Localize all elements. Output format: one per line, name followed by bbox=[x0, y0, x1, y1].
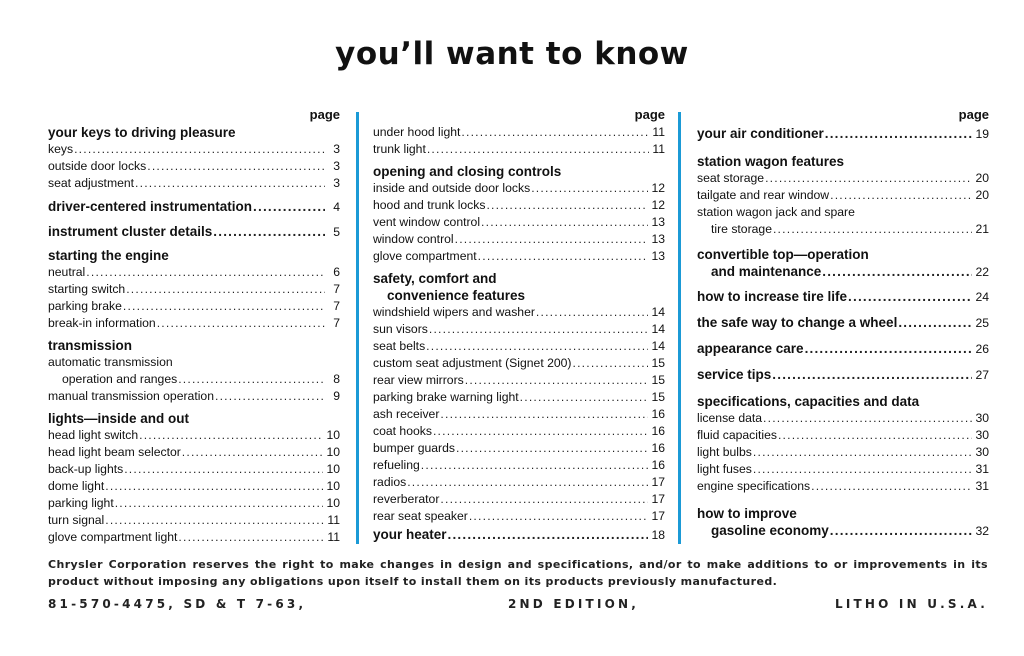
toc-entry-line: automatic transmission bbox=[48, 355, 173, 369]
litho-label: LITHO IN U.S.A. bbox=[835, 597, 988, 611]
toc-entry: head light switch ..... 10 bbox=[48, 427, 340, 444]
toc-entry: light bulbs ..... 30 bbox=[697, 444, 989, 461]
page-header: page bbox=[958, 107, 989, 122]
toc-entry: operation and ranges ..... 8 bbox=[48, 371, 340, 388]
edition-label: 2ND EDITION, bbox=[508, 597, 640, 611]
section-heading: station wagon features bbox=[697, 154, 845, 169]
toc-section-entry: instrument cluster details ..... 5 bbox=[48, 222, 340, 242]
toc-entry: glove compartment light ..... 11 bbox=[48, 529, 340, 546]
toc-entry: tailgate and rear window ..... 20 bbox=[697, 187, 989, 204]
toc-entry: under hood light ..... 11 bbox=[373, 124, 665, 141]
toc-entry: rear view mirrors ..... 15 bbox=[373, 372, 665, 389]
toc-entry: seat storage ..... 20 bbox=[697, 170, 989, 187]
toc-entry: parking brake ..... 7 bbox=[48, 298, 340, 315]
page-header: page bbox=[309, 107, 340, 122]
toc-entry: radios ..... 17 bbox=[373, 474, 665, 491]
toc-entry: parking light ..... 10 bbox=[48, 495, 340, 512]
toc-column-2 bbox=[373, 106, 665, 545]
toc-entry: parking brake warning light ..... 15 bbox=[373, 389, 665, 406]
toc-entry: windshield wipers and washer ..... 14 bbox=[373, 304, 665, 321]
toc-entry: light fuses ..... 31 bbox=[697, 461, 989, 478]
toc-entry: window control ..... 13 bbox=[373, 231, 665, 248]
toc-section-entry: the safe way to change a wheel ..... 25 bbox=[697, 313, 989, 333]
section-heading: opening and closing controls bbox=[373, 164, 562, 179]
section-heading: your keys to driving pleasure bbox=[48, 125, 236, 140]
toc-section-entry: your air conditioner ..... 19 bbox=[697, 124, 989, 144]
toc-entry-line: station wagon jack and spare bbox=[697, 205, 855, 219]
toc-entry: hood and trunk locks ..... 12 bbox=[373, 197, 665, 214]
page-header: page bbox=[634, 107, 665, 122]
toc-entry: license data ..... 30 bbox=[697, 410, 989, 427]
toc-entry: break-in information ..... 7 bbox=[48, 315, 340, 332]
disclaimer-text: Chrysler Corporation reserves the right to make changes in design and specifications, and/or to make additions to or improvements in its product without imposing any obligations upon itself to install them on its products previously manufactured. bbox=[48, 558, 988, 588]
toc-entry: custom seat adjustment (Signet 200) ..... 15 bbox=[373, 355, 665, 372]
toc-section-entry: gasoline economy ..... 32 bbox=[697, 522, 989, 540]
toc-entry: manual transmission operation ..... 9 bbox=[48, 388, 340, 405]
toc-entry: fluid capacities ..... 30 bbox=[697, 427, 989, 444]
toc-entry: refueling ..... 16 bbox=[373, 457, 665, 474]
toc-entry: starting switch ..... 7 bbox=[48, 281, 340, 298]
toc-entry: neutral ..... 6 bbox=[48, 264, 340, 281]
toc-section-entry: your heater ..... 18 bbox=[373, 525, 665, 545]
column-divider bbox=[356, 112, 359, 544]
section-heading: safety, comfort and bbox=[373, 271, 497, 286]
toc-section-entry: how to increase tire life ..... 24 bbox=[697, 287, 989, 307]
toc-section-entry: driver-centered instrumentation ..... 4 bbox=[48, 197, 340, 217]
form-number: 81-570-4475, SD & T 7-63, bbox=[48, 597, 307, 611]
toc-entry: back-up lights ..... 10 bbox=[48, 461, 340, 478]
toc-entry: glove compartment ..... 13 bbox=[373, 248, 665, 265]
toc-entry: ash receiver ..... 16 bbox=[373, 406, 665, 423]
toc-entry: reverberator ..... 17 bbox=[373, 491, 665, 508]
toc-entry: sun visors ..... 14 bbox=[373, 321, 665, 338]
toc-entry: inside and outside door locks ..... 12 bbox=[373, 180, 665, 197]
toc-entry: outside door locks ..... 3 bbox=[48, 158, 340, 175]
section-heading: starting the engine bbox=[48, 248, 169, 263]
page-title: you’ll want to know bbox=[335, 36, 689, 72]
section-heading: specifications, capacities and data bbox=[697, 394, 920, 409]
section-heading: how to improve bbox=[697, 506, 797, 521]
toc-entry: keys ..... 3 bbox=[48, 141, 340, 158]
toc-entry: dome light ..... 10 bbox=[48, 478, 340, 495]
section-heading: convertible top—operation bbox=[697, 247, 869, 262]
toc-entry: seat belts ..... 14 bbox=[373, 338, 665, 355]
toc-entry: bumper guards ..... 16 bbox=[373, 440, 665, 457]
toc-entry: vent window control ..... 13 bbox=[373, 214, 665, 231]
toc-section-entry: service tips ..... 27 bbox=[697, 365, 989, 385]
column-divider bbox=[678, 112, 681, 544]
toc-section-entry: and maintenance ..... 22 bbox=[697, 263, 989, 281]
toc-entry: seat adjustment ..... 3 bbox=[48, 175, 340, 192]
toc-entry: head light beam selector ..... 10 bbox=[48, 444, 340, 461]
toc-entry: rear seat speaker ..... 17 bbox=[373, 508, 665, 525]
toc-column-3 bbox=[697, 106, 989, 540]
toc-entry: turn signal ..... 11 bbox=[48, 512, 340, 529]
section-heading: lights—inside and out bbox=[48, 411, 189, 426]
toc-entry: engine specifications ..... 31 bbox=[697, 478, 989, 495]
toc-column-1 bbox=[48, 106, 340, 546]
section-heading: transmission bbox=[48, 338, 133, 353]
toc-entry: trunk light ..... 11 bbox=[373, 141, 665, 158]
toc-section-entry: appearance care ..... 26 bbox=[697, 339, 989, 359]
toc-entry: tire storage ..... 21 bbox=[697, 221, 989, 238]
toc-entry: coat hooks ..... 16 bbox=[373, 423, 665, 440]
section-heading: convenience features bbox=[387, 288, 526, 303]
